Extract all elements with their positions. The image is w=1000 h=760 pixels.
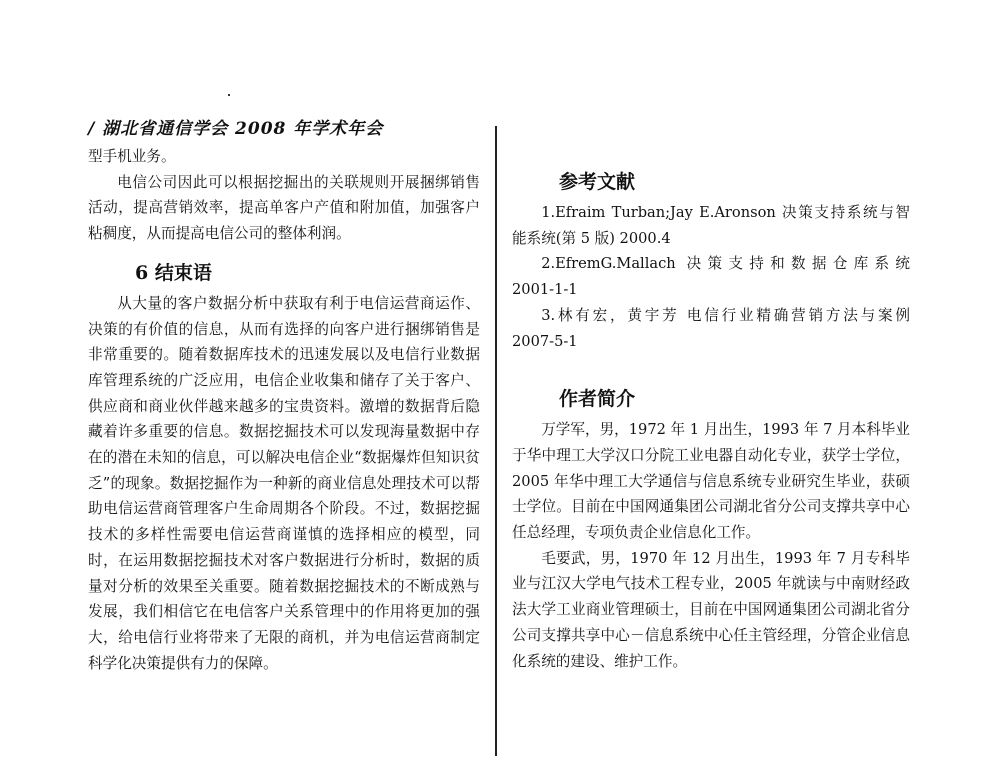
running-head: / 湖北省通信学会 2008 年学术年会 bbox=[88, 119, 384, 139]
author-bio-mao: 毛要武，男，1970 年 12 月出生，1993 年 7 月专科毕业与江汉大学电气技术工程专业，2005 年就读与中南财经政法大学工业商业管理硕士，目前在中国网通集团公司湖北省分公司支撑共享中心－信息系统中心任主管经理，分管企业信息化系统的建设、维护工作。 bbox=[512, 549, 910, 670]
intro-tail: 型手机业务。 bbox=[88, 148, 176, 165]
reference-text: 1.Efraim Turban;Jay E.Aronson 决策支持系统与智 bbox=[541, 204, 910, 221]
reference-text-cont: 2001-1-1 bbox=[512, 281, 578, 299]
right-column bbox=[512, 170, 910, 674]
author-bio-wan: 万学军，男，1972 年 1 月出生，1993 年 7 月本科毕业于华中理工大学汉口分院工业电器自动化专业，获学士学位，2005 年华中理工大学通信与信息系统专业研究生毕业，获硕士学位。目前在中国网通集团公司湖北省分公司支撑共享中心任总经理，专项负责企业信息化工作。 bbox=[512, 421, 910, 542]
paragraph-conclusion: 从大量的客户数据分析中获取有利于电信运营商运作、决策的有价值的信息，从而有选择的向客户进行捆绑销售是非常重要的。随着数据库技术的迅速发展以及电信行业数据库管理系统的广泛应用，电信企业收集和储存了关于客户、供应商和商业伙伴越来越多的宝贵资料。激增的数据背后隐藏着许多重要的信息。数据挖掘技术可以发现海量数据中存在的潜在未知的信息，可以解决电信企业“数据爆炸但知识贫乏”的现象。数据挖掘作为一种新的商业信息处理技术可以帮助电信运营商管理客户生命周期各个阶段。不过，数据挖掘技术的多样性需要电信运营商谨慎的选择相应的模型，同时，在运用数据挖掘技术对客户数据进行分析时，数据的质量对分析的效果至关重要。随着数据挖掘技术的不断成熟与发展，我们相信它在电信客户关系管理中的作用将更加的强大，给电信行业将带来了无限的商机，并为电信运营商制定科学化决策提供有力的保障。 bbox=[88, 294, 480, 672]
column-divider bbox=[495, 126, 497, 756]
reference-text-cont: 能系统(第 5 版) 2000.4 bbox=[512, 229, 671, 247]
section-heading-conclusion: 6 结束语 bbox=[135, 261, 212, 284]
reference-text: 2.EfremG.Mallach 决策支持和数据仓库系统 bbox=[541, 255, 910, 273]
paragraph-bundle-sales: 电信公司因此可以根据挖掘出的关联规则开展捆绑销售活动，提高营销效率，提高单客户产值和附加值，加强客户粘稠度，从而提高电信公司的整体利润。 bbox=[88, 173, 480, 243]
reference-item bbox=[512, 200, 910, 251]
left-column bbox=[88, 144, 480, 676]
reference-text: 3.林有宏，黄宇芳 电信行业精确营销方法与案例 bbox=[541, 306, 910, 324]
author-bio-heading: 作者简介 bbox=[559, 388, 636, 411]
reference-item bbox=[512, 251, 910, 302]
reference-text-cont: 2007-5-1 bbox=[512, 332, 578, 350]
references-heading: 参考文献 bbox=[559, 171, 636, 193]
scan-speck bbox=[228, 94, 230, 96]
reference-item bbox=[512, 303, 910, 354]
